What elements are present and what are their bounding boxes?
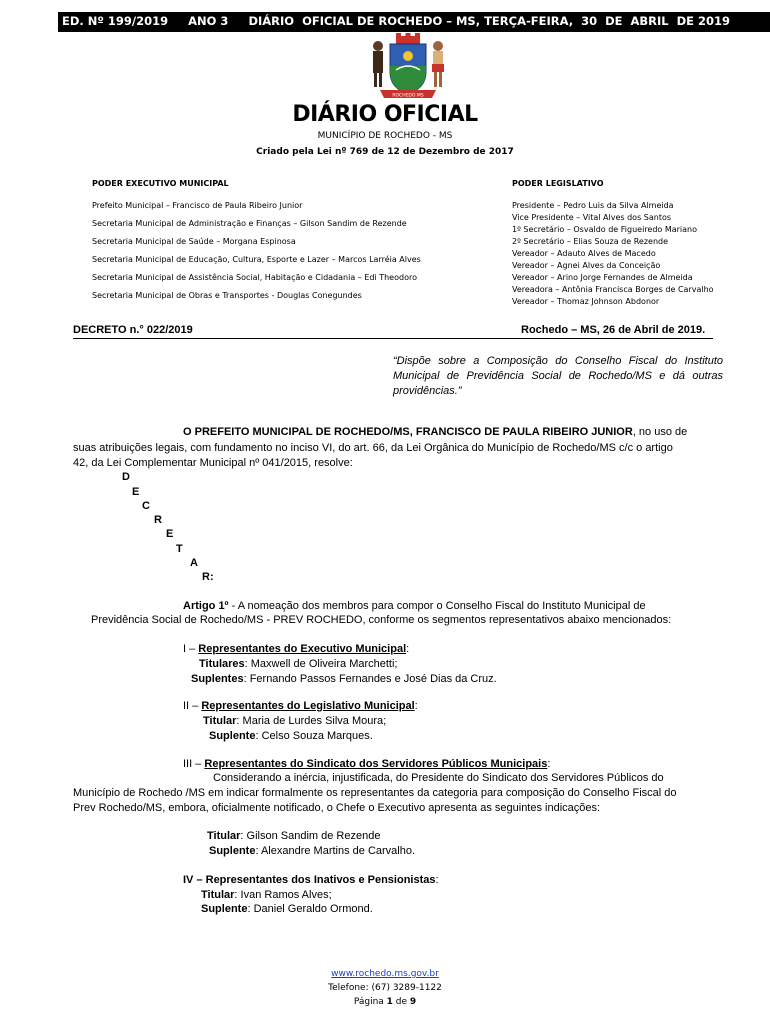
section-3-paragraph-line-1: Considerando a inércia, injustificada, do Presidente do Sindicato dos Servidores Públicos do xyxy=(213,772,664,784)
section-3-paragraph-line-2: Município de Rochedo /MS em indicar formalmente os representantes da categoria para composição do Conselho Fiscal do xyxy=(73,787,677,799)
legislative-item: Vereador – Arino Jorge Fernandes de Almeida xyxy=(512,273,693,282)
section-1-line-1: Titulares: Maxwell de Oliveira Marchetti; xyxy=(199,658,398,670)
section-3-title: Representantes do Sindicato dos Servidores Públicos Municipais xyxy=(204,758,548,770)
legislative-heading: PODER LEGISLATIVO xyxy=(512,179,604,188)
article-1-line-2: Previdência Social de Rochedo/MS - PREV ROCHEDO, conforme os segmentos representativos abaixo mencionados: xyxy=(91,614,672,626)
decreta-letter: E xyxy=(166,528,174,540)
executive-item: Secretaria Municipal de Assistência Social, Habitação e Cidadania – Edi Theodoro xyxy=(92,273,417,282)
municipality-subtitle: MUNICÍPIO DE ROCHEDO - MS xyxy=(317,131,453,141)
decree-number: DECRETO n.° 022/2019 xyxy=(73,324,193,336)
executive-item: Prefeito Municipal – Francisco de Paula Ribeiro Junior xyxy=(92,201,303,210)
legislative-list xyxy=(512,200,714,308)
preamble-line-1 xyxy=(183,426,687,438)
section-3-heading: III – Representantes do Sindicato dos Servidores Públicos Municipais: xyxy=(183,758,551,770)
section-3-roman: III – xyxy=(183,758,205,770)
footer-website-row xyxy=(0,969,770,979)
footer-page-number: Página 1 de 9 xyxy=(353,997,417,1007)
decree-ementa: “Dispõe sobre a Composição do Conselho Fiscal do Instituto Municipal de Previdência Social de Rochedo/MS e dá outras providências.” xyxy=(393,355,723,397)
executive-item: Secretaria Municipal de Obras e Transportes - Douglas Conegundes xyxy=(92,291,362,300)
section-2-title: Representantes do Legislativo Municipal xyxy=(201,700,415,712)
edition-header-bar: ED. Nº 199/2019 ANO 3 DIÁRIO OFICIAL DE ROCHEDO – MS, TERÇA-FEIRA, 30 DE ABRIL DE 2019 xyxy=(58,12,770,31)
creation-law-subtitle: Criado pela Lei nº 769 de 12 de Dezembro de 2017 xyxy=(256,147,514,157)
decreta-letter: D xyxy=(122,471,130,483)
section-2-line-1: Titular: Maria de Lurdes Silva Moura; xyxy=(203,715,387,727)
section-4-title: Representantes dos Inativos e Pensionistas xyxy=(205,874,436,886)
article-1-text: - A nomeação dos membros para compor o Conselho Fiscal do Instituto Municipal de xyxy=(228,600,646,612)
decreta-letter: T xyxy=(176,543,183,555)
decreta-letter: A xyxy=(190,557,198,569)
executive-item: Secretaria Municipal de Educação, Cultura, Esporte e Lazer – Marcos Larréia Alves xyxy=(92,255,421,264)
crest-banner-text: ROCHEDO MS xyxy=(392,93,424,99)
municipal-crest-icon xyxy=(366,32,450,104)
section-1-title: Representantes do Executivo Municipal xyxy=(198,643,407,655)
page-title: DIÁRIO OFICIAL xyxy=(292,102,478,127)
decreta-letter: R xyxy=(154,514,162,526)
section-1-heading: I – Representantes do Executivo Municipal: xyxy=(183,643,410,655)
section-2-heading: II – Representantes do Legislativo Municipal: xyxy=(183,700,418,712)
footer-website-link[interactable]: www.rochedo.ms.gov.br xyxy=(331,969,439,979)
decree-place-date: Rochedo – MS, 26 de Abril de 2019. xyxy=(521,324,706,336)
section-4-roman: IV – xyxy=(183,874,206,886)
footer-phone: Telefone: (67) 3289-1122 xyxy=(328,983,442,993)
decree-divider xyxy=(73,338,713,339)
section-1-roman: I – xyxy=(183,643,199,655)
section-3-line-2: Suplente: Alexandre Martins de Carvalho. xyxy=(209,845,416,857)
section-3-paragraph-line-3: Prev Rochedo/MS, embora, oficialmente notificado, o Chefe o Executivo apresenta as seguintes indicações: xyxy=(73,802,601,814)
section-4-line-2: Suplente: Daniel Geraldo Ormond. xyxy=(201,903,373,915)
legislative-item: Vereador – Adauto Alves de Macedo xyxy=(512,249,656,258)
section-4-heading: IV – Representantes dos Inativos e Pensionistas: xyxy=(183,874,439,886)
decreta-letter: R: xyxy=(202,571,214,583)
legislative-item: 2º Secretário – Elias Souza de Rezende xyxy=(512,237,669,246)
legislative-item: Vereadora – Antônia Francisca Borges de Carvalho xyxy=(512,285,714,294)
decreta-letter: E xyxy=(132,486,140,498)
preamble-line-3: 42, da Lei Complementar Municipal nº 041/2015, resolve: xyxy=(73,457,353,469)
article-1-label: Artigo 1º xyxy=(183,600,229,612)
legislative-item: Presidente – Pedro Luis da Silva Almeida xyxy=(512,201,674,210)
section-2-roman: II – xyxy=(183,700,202,712)
section-4-line-1: Titular: Ivan Ramos Alves; xyxy=(201,889,332,901)
decreta-letter: C xyxy=(142,500,150,512)
preamble-authority: O PREFEITO MUNICIPAL DE ROCHEDO/MS, FRANCISCO DE PAULA RIBEIRO JUNIOR xyxy=(183,426,633,438)
preamble-line-2: suas atribuições legais, com fundamento no inciso VI, do art. 66, da Lei Orgânica do Município de Rochedo/MS c/c o artigo xyxy=(73,442,673,454)
executive-item: Secretaria Municipal de Administração e Finanças – Gilson Sandim de Rezende xyxy=(92,219,407,228)
article-1-line-1 xyxy=(183,600,646,612)
legislative-item: 1º Secretário – Osvaldo de Figueiredo Mariano xyxy=(512,225,698,234)
legislative-item: Vice Presidente – Vital Alves dos Santos xyxy=(512,213,672,222)
legislative-item: Vereador – Thomaz Johnson Abdonor xyxy=(512,297,660,306)
legislative-item: Vereador – Agnei Alves da Conceição xyxy=(512,261,661,270)
section-2-line-2: Suplente: Celso Souza Marques. xyxy=(209,730,373,742)
section-1-line-2: Suplentes: Fernando Passos Fernandes e José Dias da Cruz. xyxy=(191,673,497,685)
section-3-line-1: Titular: Gilson Sandim de Rezende xyxy=(207,830,381,842)
preamble-rest: , no uso de xyxy=(632,426,688,438)
executive-heading: PODER EXECUTIVO MUNICIPAL xyxy=(92,179,229,188)
executive-item: Secretaria Municipal de Saúde – Morgana Espinosa xyxy=(92,237,296,246)
